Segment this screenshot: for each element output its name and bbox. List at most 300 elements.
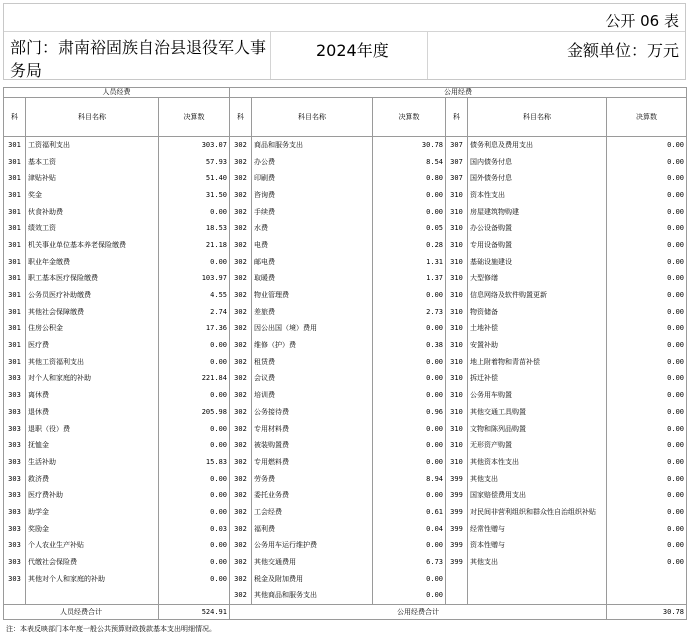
cell-subject: 专用燃料费: [252, 454, 373, 471]
cell-subject: 公务员医疗补助缴费: [26, 287, 159, 304]
table-row: [4, 187, 687, 204]
total-personnel-label: 人员经费合计: [4, 605, 159, 620]
cell-amount: 17.36: [159, 321, 230, 338]
cell-code: 303: [4, 421, 26, 438]
cell-code: 310: [446, 404, 468, 421]
cell-amount: 0.00: [607, 271, 687, 288]
cell-code: 307: [446, 137, 468, 154]
cell-code: 301: [4, 287, 26, 304]
cell-subject: [468, 571, 607, 588]
cell-amount: 0.00: [373, 588, 446, 605]
group-header-public: 公用经费: [230, 88, 687, 98]
cell-code: 302: [230, 337, 252, 354]
cell-subject: 委托业务费: [252, 487, 373, 504]
column-header-subject: 科目名称: [26, 98, 159, 137]
total-public-value: 30.78: [607, 605, 687, 620]
table-row: [4, 387, 687, 404]
cell-subject: 拆迁补偿: [468, 371, 607, 388]
cell-code: 302: [230, 254, 252, 271]
cell-amount: 0.00: [373, 187, 446, 204]
cell-code: 310: [446, 371, 468, 388]
group-header-personnel: 人员经费: [4, 88, 230, 98]
cell-amount: 0.00: [607, 554, 687, 571]
cell-amount: 18.53: [159, 220, 230, 237]
cell-amount: 0.00: [159, 421, 230, 438]
report-year: 2024年度: [316, 41, 389, 60]
cell-subject: 其他支出: [468, 471, 607, 488]
cell-amount: 0.61: [373, 504, 446, 521]
cell-amount: 0.00: [607, 437, 687, 454]
table-row: [4, 404, 687, 421]
cell-code: 302: [230, 454, 252, 471]
cell-subject: 退休费: [26, 404, 159, 421]
expenditure-table: [3, 87, 687, 620]
cell-amount: 2.74: [159, 304, 230, 321]
cell-amount: 0.00: [159, 337, 230, 354]
cell-amount: 0.00: [159, 471, 230, 488]
cell-code: 310: [446, 421, 468, 438]
cell-code: 301: [4, 254, 26, 271]
table-row: [4, 354, 687, 371]
cell-subject: 商品和服务支出: [252, 137, 373, 154]
cell-code: 302: [230, 437, 252, 454]
cell-subject: 取暖费: [252, 271, 373, 288]
table-row: [4, 154, 687, 171]
cell-amount: 103.97: [159, 271, 230, 288]
cell-subject: 水费: [252, 220, 373, 237]
cell-subject: 公务用车购置: [468, 387, 607, 404]
cell-subject: 生活补助: [26, 454, 159, 471]
cell-amount: 0.00: [607, 304, 687, 321]
cell-subject: 债务利息及费用支出: [468, 137, 607, 154]
cell-subject: 其他商品和服务支出: [252, 588, 373, 605]
cell-code: 302: [230, 471, 252, 488]
cell-subject: 其他交通工具购置: [468, 404, 607, 421]
column-header-code: 科: [446, 98, 468, 137]
cell-code: 310: [446, 287, 468, 304]
cell-subject: 房屋建筑物购建: [468, 204, 607, 221]
cell-code: 303: [4, 471, 26, 488]
cell-subject: 住房公积金: [26, 321, 159, 338]
cell-amount: 0.00: [373, 204, 446, 221]
table-row: [4, 454, 687, 471]
cell-subject: 安置补助: [468, 337, 607, 354]
cell-subject: 因公出国（境）费用: [252, 321, 373, 338]
cell-amount: 8.94: [373, 471, 446, 488]
cell-subject: 其他资本性支出: [468, 454, 607, 471]
cell-amount: 0.00: [607, 371, 687, 388]
cell-amount: 0.00: [607, 421, 687, 438]
cell-code: 302: [230, 154, 252, 171]
cell-code: 302: [230, 421, 252, 438]
cell-subject: 租赁费: [252, 354, 373, 371]
cell-amount: 0.00: [607, 204, 687, 221]
cell-amount: 30.78: [373, 137, 446, 154]
table-row: [4, 487, 687, 504]
column-header-subject: 科目名称: [252, 98, 373, 137]
table-row: [4, 554, 687, 571]
cell-amount: 0.28: [373, 237, 446, 254]
cell-subject: 职业年金缴费: [26, 254, 159, 271]
cell-amount: 0.00: [159, 437, 230, 454]
cell-subject: 个人农业生产补贴: [26, 538, 159, 555]
cell-code: 310: [446, 354, 468, 371]
cell-code: 302: [230, 271, 252, 288]
cell-amount: 0.00: [159, 354, 230, 371]
cell-amount: 205.98: [159, 404, 230, 421]
cell-code: 399: [446, 504, 468, 521]
cell-amount: 0.00: [159, 487, 230, 504]
table-row: [4, 538, 687, 555]
cell-code: 399: [446, 521, 468, 538]
cell-amount: 1.31: [373, 254, 446, 271]
cell-amount: 0.00: [159, 554, 230, 571]
cell-subject: 国外债务付息: [468, 170, 607, 187]
cell-code: 301: [4, 304, 26, 321]
cell-subject: 办公设备购置: [468, 220, 607, 237]
cell-code: 302: [230, 354, 252, 371]
cell-code: 310: [446, 204, 468, 221]
cell-code: 302: [230, 170, 252, 187]
cell-amount: 6.73: [373, 554, 446, 571]
cell-amount: 0.00: [159, 387, 230, 404]
cell-code: 302: [230, 220, 252, 237]
cell-subject: 对个人和家庭的补助: [26, 371, 159, 388]
cell-subject: 大型修缮: [468, 271, 607, 288]
cell-code: 310: [446, 454, 468, 471]
cell-subject: 抚恤金: [26, 437, 159, 454]
cell-subject: 手续费: [252, 204, 373, 221]
cell-code: 303: [4, 487, 26, 504]
column-header-amount: 决算数: [607, 98, 687, 137]
cell-code: 310: [446, 237, 468, 254]
total-public-label: 公用经费合计: [230, 605, 607, 620]
table-row: [4, 204, 687, 221]
cell-subject: 工资福利支出: [26, 137, 159, 154]
cell-code: 303: [4, 554, 26, 571]
column-header-amount: 决算数: [159, 98, 230, 137]
cell-amount: 0.00: [607, 287, 687, 304]
table-row: [4, 371, 687, 388]
cell-subject: 被装购置费: [252, 437, 373, 454]
cell-code: 399: [446, 471, 468, 488]
cell-amount: 2.73: [373, 304, 446, 321]
cell-code: 307: [446, 170, 468, 187]
table-number: 公开 06 表: [605, 12, 679, 30]
cell-amount: 8.54: [373, 154, 446, 171]
cell-subject: 绩效工资: [26, 220, 159, 237]
cell-amount: 0.00: [607, 354, 687, 371]
cell-subject: 办公费: [252, 154, 373, 171]
cell-subject: 其他社会保障缴费: [26, 304, 159, 321]
cell-amount: 0.00: [607, 321, 687, 338]
cell-subject: 资本性赠与: [468, 538, 607, 555]
cell-subject: 维修（护）费: [252, 337, 373, 354]
cell-code: 302: [230, 588, 252, 605]
cell-subject: 物资储备: [468, 304, 607, 321]
cell-subject: 其他支出: [468, 554, 607, 571]
cell-code: 302: [230, 321, 252, 338]
cell-amount: 0.00: [373, 421, 446, 438]
cell-code: [446, 588, 468, 605]
amount-unit: 金额单位：万元: [566, 41, 679, 60]
cell-subject: 地上附着物和青苗补偿: [468, 354, 607, 371]
table-row: [4, 287, 687, 304]
column-header-subject: 科目名称: [468, 98, 607, 137]
cell-amount: 0.00: [373, 354, 446, 371]
cell-amount: 0.00: [159, 538, 230, 555]
cell-code: 303: [4, 538, 26, 555]
table-row: [4, 571, 687, 588]
cell-subject: 工会经费: [252, 504, 373, 521]
cell-code: 303: [4, 454, 26, 471]
cell-amount: 0.38: [373, 337, 446, 354]
cell-amount: 1.37: [373, 271, 446, 288]
cell-code: 310: [446, 220, 468, 237]
table-row: [4, 254, 687, 271]
cell-subject: 其他工资福利支出: [26, 354, 159, 371]
cell-code: 301: [4, 187, 26, 204]
cell-amount: 0.00: [607, 220, 687, 237]
cell-subject: 医疗费补助: [26, 487, 159, 504]
cell-amount: 0.00: [607, 487, 687, 504]
cell-amount: 0.00: [373, 487, 446, 504]
cell-amount: 4.55: [159, 287, 230, 304]
cell-code: 310: [446, 254, 468, 271]
cell-subject: 机关事业单位基本养老保险缴费: [26, 237, 159, 254]
cell-subject: 医疗费: [26, 337, 159, 354]
cell-subject: 奖金: [26, 187, 159, 204]
cell-amount: 21.18: [159, 237, 230, 254]
cell-code: 302: [230, 521, 252, 538]
cell-subject: 助学金: [26, 504, 159, 521]
table-row: [4, 504, 687, 521]
cell-subject: 物业管理费: [252, 287, 373, 304]
cell-amount: 0.00: [607, 137, 687, 154]
cell-amount: [607, 588, 687, 605]
cell-subject: 公务接待费: [252, 404, 373, 421]
cell-code: 301: [4, 337, 26, 354]
cell-amount: 0.00: [607, 538, 687, 555]
cell-code: 303: [4, 521, 26, 538]
cell-amount: 0.00: [159, 504, 230, 521]
cell-amount: 0.00: [373, 321, 446, 338]
cell-amount: 0.00: [159, 571, 230, 588]
table-row: [4, 304, 687, 321]
cell-amount: 0.00: [607, 387, 687, 404]
cell-subject: 基础设施建设: [468, 254, 607, 271]
cell-code: 302: [230, 487, 252, 504]
cell-code: 302: [230, 554, 252, 571]
cell-subject: 文物和陈列品购置: [468, 421, 607, 438]
cell-code: 303: [4, 387, 26, 404]
cell-subject: 土地补偿: [468, 321, 607, 338]
table-row: [4, 321, 687, 338]
cell-code: 302: [230, 287, 252, 304]
cell-subject: 资本性支出: [468, 187, 607, 204]
cell-code: 302: [230, 304, 252, 321]
cell-code: 310: [446, 187, 468, 204]
cell-code: 302: [230, 237, 252, 254]
cell-code: 302: [230, 187, 252, 204]
cell-amount: 0.00: [607, 337, 687, 354]
column-header-code: 科: [230, 98, 252, 137]
cell-code: 302: [230, 387, 252, 404]
table-row: [4, 170, 687, 187]
cell-amount: 0.00: [607, 504, 687, 521]
cell-subject: [26, 588, 159, 605]
cell-subject: 职工基本医疗保险缴费: [26, 271, 159, 288]
cell-amount: 51.40: [159, 170, 230, 187]
cell-amount: 0.00: [373, 287, 446, 304]
cell-code: 301: [4, 220, 26, 237]
department-name: 部门：肃南裕固族自治县退役军人事务局: [10, 38, 267, 80]
cell-code: 399: [446, 538, 468, 555]
table-row: [4, 271, 687, 288]
cell-amount: [159, 588, 230, 605]
cell-subject: 劳务费: [252, 471, 373, 488]
cell-subject: 税金及附加费用: [252, 571, 373, 588]
cell-subject: 会议费: [252, 371, 373, 388]
cell-code: 301: [4, 170, 26, 187]
cell-code: 302: [230, 204, 252, 221]
cell-amount: 0.00: [373, 454, 446, 471]
cell-subject: 经常性赠与: [468, 521, 607, 538]
cell-code: 303: [4, 504, 26, 521]
cell-subject: 电费: [252, 237, 373, 254]
cell-code: 303: [4, 371, 26, 388]
cell-code: 310: [446, 387, 468, 404]
cell-amount: 15.83: [159, 454, 230, 471]
cell-subject: 对民间非营利组织和群众性自治组织补贴: [468, 504, 607, 521]
cell-subject: 国家赔偿费用支出: [468, 487, 607, 504]
cell-amount: 0.00: [607, 471, 687, 488]
cell-code: 301: [4, 354, 26, 371]
cell-subject: 救济费: [26, 471, 159, 488]
cell-code: 302: [230, 571, 252, 588]
cell-amount: 0.80: [373, 170, 446, 187]
cell-amount: 0.00: [607, 521, 687, 538]
cell-code: [4, 588, 26, 605]
column-header-amount: 决算数: [373, 98, 446, 137]
cell-code: 310: [446, 321, 468, 338]
cell-amount: 0.00: [607, 254, 687, 271]
cell-code: 301: [4, 137, 26, 154]
table-row: [4, 471, 687, 488]
cell-subject: 邮电费: [252, 254, 373, 271]
total-personnel-value: 524.91: [159, 605, 230, 620]
cell-code: 399: [446, 554, 468, 571]
cell-subject: 专用设备购置: [468, 237, 607, 254]
cell-amount: 0.00: [373, 571, 446, 588]
cell-amount: 0.00: [373, 387, 446, 404]
cell-amount: 0.00: [159, 254, 230, 271]
table-row: [4, 220, 687, 237]
cell-code: 399: [446, 487, 468, 504]
cell-subject: 印刷费: [252, 170, 373, 187]
cell-amount: 221.84: [159, 371, 230, 388]
cell-code: 301: [4, 154, 26, 171]
cell-subject: 培训费: [252, 387, 373, 404]
cell-amount: 57.93: [159, 154, 230, 171]
cell-amount: 0.96: [373, 404, 446, 421]
report-header: [3, 3, 686, 80]
cell-amount: 0.03: [159, 521, 230, 538]
cell-subject: 无形资产购置: [468, 437, 607, 454]
cell-subject: 津贴补贴: [26, 170, 159, 187]
cell-code: 303: [4, 571, 26, 588]
cell-amount: 0.00: [373, 371, 446, 388]
cell-subject: 代缴社会保险费: [26, 554, 159, 571]
cell-code: 307: [446, 154, 468, 171]
cell-code: 302: [230, 404, 252, 421]
cell-subject: 专用材料费: [252, 421, 373, 438]
cell-code: 301: [4, 271, 26, 288]
cell-code: [446, 571, 468, 588]
footnote: 注：本表反映部门本年度一般公共预算财政拨款基本支出明细情况。: [6, 625, 216, 633]
cell-amount: 0.00: [607, 187, 687, 204]
cell-amount: 0.00: [373, 437, 446, 454]
cell-code: 303: [4, 404, 26, 421]
cell-subject: 差旅费: [252, 304, 373, 321]
table-row: [4, 588, 687, 605]
cell-subject: 退职（役）费: [26, 421, 159, 438]
cell-subject: 其他交通费用: [252, 554, 373, 571]
column-header-code: 科: [4, 98, 26, 137]
cell-amount: 0.00: [159, 204, 230, 221]
cell-amount: 0.00: [373, 538, 446, 555]
cell-code: 310: [446, 437, 468, 454]
cell-code: 302: [230, 504, 252, 521]
cell-code: 301: [4, 204, 26, 221]
cell-subject: 公务用车运行维护费: [252, 538, 373, 555]
table-row: [4, 237, 687, 254]
table-row: [4, 337, 687, 354]
totals-row: [4, 605, 687, 620]
table-row: [4, 137, 687, 154]
cell-subject: 福利费: [252, 521, 373, 538]
cell-amount: 0.05: [373, 220, 446, 237]
cell-code: 302: [230, 371, 252, 388]
cell-subject: 基本工资: [26, 154, 159, 171]
cell-amount: 0.00: [607, 154, 687, 171]
cell-amount: 0.04: [373, 521, 446, 538]
cell-amount: [607, 571, 687, 588]
cell-amount: 0.00: [607, 404, 687, 421]
table-row: [4, 521, 687, 538]
cell-code: 301: [4, 321, 26, 338]
cell-subject: 咨询费: [252, 187, 373, 204]
cell-code: 310: [446, 337, 468, 354]
cell-code: 302: [230, 137, 252, 154]
cell-subject: 离休费: [26, 387, 159, 404]
cell-subject: 伙食补助费: [26, 204, 159, 221]
cell-amount: 0.00: [607, 454, 687, 471]
table-row: [4, 437, 687, 454]
cell-code: 303: [4, 437, 26, 454]
cell-subject: [468, 588, 607, 605]
cell-amount: 303.07: [159, 137, 230, 154]
cell-amount: 0.00: [607, 170, 687, 187]
cell-subject: 信息网络及软件购置更新: [468, 287, 607, 304]
cell-subject: 国内债务付息: [468, 154, 607, 171]
table-row: [4, 421, 687, 438]
cell-subject: 其他对个人和家庭的补助: [26, 571, 159, 588]
cell-code: 302: [230, 538, 252, 555]
cell-amount: 0.00: [607, 237, 687, 254]
cell-subject: 奖励金: [26, 521, 159, 538]
cell-code: 301: [4, 237, 26, 254]
